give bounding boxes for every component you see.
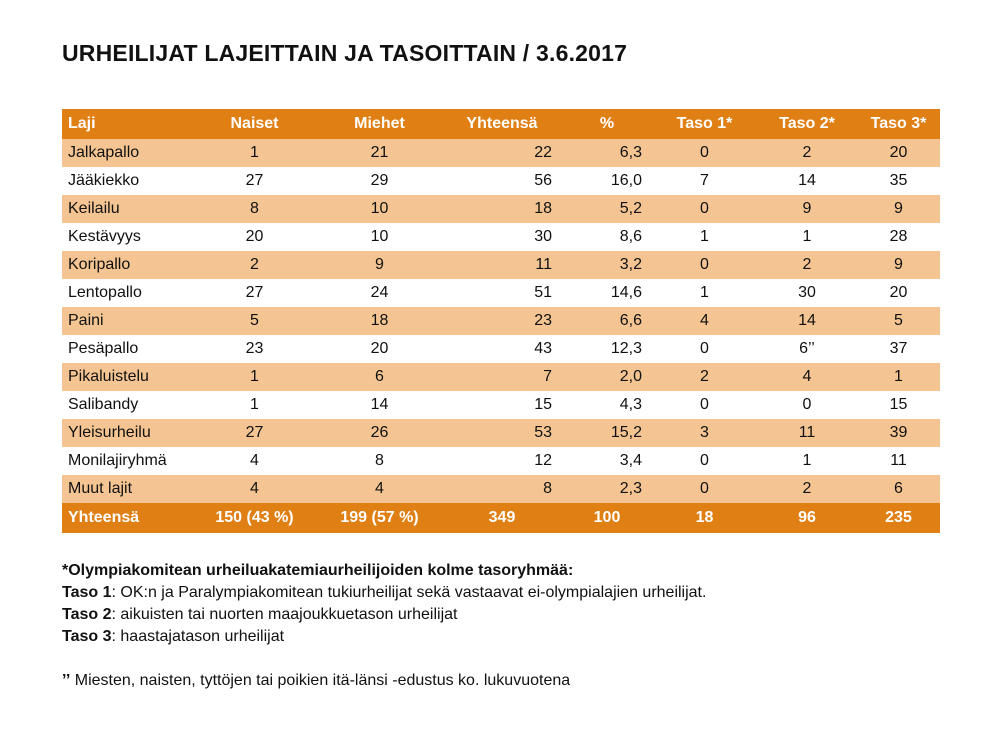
table-cell: 2 (700, 368, 709, 385)
table-row (62, 307, 940, 335)
table-cell: 0 (700, 256, 709, 273)
sport-name-cell: Yleisurheilu (68, 424, 151, 441)
table-cell: 2 (802, 256, 812, 273)
note-level-2 (62, 604, 942, 626)
table-cell: 53 (534, 424, 552, 441)
header-cell: Yhteensä (466, 115, 538, 132)
footnote-mark: ’’ (62, 672, 71, 689)
notes-heading: *Olympiakomitean urheiluakatemiaurheilijoiden kolme tasoryhmää: (62, 562, 574, 579)
table-cell: 14 (798, 312, 816, 329)
header-cell: Taso 3* (870, 115, 927, 132)
note-level-text: : aikuisten tai nuorten maajoukkuetason urheilijat (111, 606, 458, 623)
table-cell: 2 (250, 256, 259, 273)
table-cell: 15 (534, 396, 552, 413)
table-cell: 24 (370, 284, 389, 301)
table-cell: 3 (700, 424, 709, 441)
table-cell: 0 (700, 340, 709, 357)
header-cell: Miehet (354, 115, 405, 132)
total-cell: 349 (488, 509, 516, 526)
table-cell: 51 (534, 284, 552, 301)
table-cell: 7 (543, 368, 552, 385)
total-cell: 18 (695, 509, 714, 526)
table-cell: 0 (802, 396, 812, 413)
table-cell: 12,3 (610, 340, 642, 357)
table-cell: 1 (802, 228, 812, 245)
table-row (62, 335, 940, 363)
table-cell: 16,0 (610, 172, 642, 189)
table-cell: 0 (700, 480, 709, 497)
table-cell: 15,2 (610, 424, 642, 441)
table-cell: 15 (889, 396, 908, 413)
table-cell: 2 (802, 144, 812, 161)
table-row (62, 167, 940, 195)
table-cell: 21 (370, 144, 389, 161)
table-cell: 11 (535, 256, 552, 273)
table-cell: 6 (894, 480, 903, 497)
note-level-3 (62, 626, 942, 648)
table-cell: 27 (245, 172, 264, 189)
table-cell: 18 (534, 200, 552, 217)
table-cell: 37 (889, 340, 908, 357)
table-cell: 20 (245, 228, 264, 245)
table-cell: 27 (245, 424, 264, 441)
table-cell: 20 (889, 284, 908, 301)
table-cell: 6,3 (619, 144, 642, 161)
table-cell: 2,0 (619, 368, 642, 385)
table-cell: 30 (534, 228, 552, 245)
table-cell: 5 (894, 312, 903, 329)
table-cell: 11 (798, 424, 816, 441)
total-cell: 235 (885, 509, 912, 526)
table-cell: 8,6 (619, 228, 642, 245)
sport-name-cell: Jääkiekko (68, 172, 140, 189)
table-cell: 9 (894, 256, 903, 273)
table-cell: 0 (700, 396, 709, 413)
table-row (62, 279, 940, 307)
table-row (62, 223, 940, 251)
total-cell: 150 (43 %) (215, 509, 294, 526)
table-cell: 7 (700, 172, 709, 189)
sport-name-cell: Keilailu (68, 200, 120, 217)
table-cell: 11 (890, 452, 907, 469)
table-cell: 4 (250, 480, 259, 497)
sport-name-cell: Pikaluistelu (68, 368, 149, 385)
table-row (62, 475, 940, 503)
table-cell: 1 (250, 396, 259, 413)
table-row (62, 251, 940, 279)
header-cell: % (599, 115, 615, 132)
table-cell: 4,3 (619, 396, 642, 413)
table-cell: 10 (370, 228, 389, 245)
table-cell: 29 (370, 172, 389, 189)
table-row (62, 419, 940, 447)
table-total-row (62, 503, 940, 533)
table-cell: 0 (700, 452, 709, 469)
table-cell: 14 (798, 172, 816, 189)
sport-name-cell: Muut lajit (68, 480, 133, 497)
note-level-text: : OK:n ja Paralympiakomitean tukiurheilijat sekä vastaavat ei-olympialajien urheilijat. (111, 584, 707, 601)
sport-name-cell: Paini (68, 312, 104, 329)
table-row (62, 195, 940, 223)
table-header-row (62, 109, 940, 139)
page-title: URHEILIJAT LAJEITTAIN JA TASOITTAIN / 3.6.2017 (62, 40, 628, 66)
table-cell: 43 (534, 340, 552, 357)
athletes-table (62, 109, 940, 533)
total-cell: Yhteensä (68, 509, 140, 526)
table-cell: 14 (370, 396, 389, 413)
table-cell: 22 (534, 144, 552, 161)
sport-name-cell: Jalkapallo (68, 144, 140, 161)
table-row (62, 139, 940, 167)
table-cell: 6,6 (619, 312, 642, 329)
table-cell: 23 (534, 312, 552, 329)
table-cell: 56 (534, 172, 552, 189)
table-cell: 1 (250, 368, 259, 385)
note-level-1 (62, 582, 942, 604)
total-cell: 199 (57 %) (340, 509, 419, 526)
table-cell: 1 (700, 228, 709, 245)
sport-name-cell: Koripallo (68, 256, 131, 273)
header-cell: Taso 1* (676, 115, 733, 132)
notes (62, 560, 942, 692)
sport-name-cell: Monilajiryhmä (68, 452, 167, 469)
notes-spacer (62, 648, 942, 670)
table-cell: 10 (370, 200, 389, 217)
table-cell: 2 (802, 480, 812, 497)
table-cell: 1 (802, 452, 812, 469)
header-cell: Naiset (230, 115, 279, 132)
table-row (62, 447, 940, 475)
table-cell: 23 (245, 340, 264, 357)
table-cell: 8 (250, 200, 259, 217)
table-cell: 4 (250, 452, 259, 469)
table-cell: 28 (889, 228, 908, 245)
table-cell: 1 (250, 144, 259, 161)
sport-name-cell: Pesäpallo (68, 340, 139, 357)
header-cell: Laji (68, 115, 96, 132)
table-cell: 8 (375, 452, 384, 469)
table-cell: 5 (250, 312, 259, 329)
table-cell: 5,2 (619, 200, 642, 217)
sport-name-cell: Kestävyys (68, 228, 141, 245)
table-cell: 8 (543, 480, 552, 497)
table-cell: 27 (245, 284, 264, 301)
table-cell: 20 (889, 144, 908, 161)
table-cell: 1 (700, 284, 709, 301)
note-level-label: Taso 3 (62, 628, 112, 645)
footnote (62, 670, 942, 692)
footnote-text: Miesten, naisten, tyttöjen tai poikien itä-länsi -edustus ko. lukuvuotena (70, 672, 571, 689)
table-cell: 9 (375, 256, 384, 273)
table-cell: 4 (700, 312, 709, 329)
note-level-label: Taso 2 (62, 606, 112, 623)
note-level-label: Taso 1 (62, 584, 112, 601)
table-cell: 26 (370, 424, 389, 441)
table-cell: 18 (370, 312, 389, 329)
total-cell: 100 (593, 509, 621, 526)
table-row (62, 363, 940, 391)
header-cell: Taso 2* (779, 115, 835, 132)
sport-name-cell: Lentopallo (68, 284, 142, 301)
table-cell: 6 (375, 368, 384, 385)
note-level-text: : haastajatason urheilijat (111, 628, 285, 645)
table-row (62, 391, 940, 419)
table-cell: 6’’ (799, 340, 815, 357)
table-cell: 12 (534, 452, 552, 469)
table-cell: 4 (375, 480, 384, 497)
table-cell: 0 (700, 144, 709, 161)
table-cell: 39 (889, 424, 908, 441)
table-cell: 9 (894, 200, 903, 217)
table-cell: 30 (798, 284, 816, 301)
table-cell: 9 (802, 200, 812, 217)
table-cell: 2,3 (619, 480, 642, 497)
table-cell: 3,4 (619, 452, 642, 469)
sport-name-cell: Salibandy (68, 396, 139, 413)
table-cell: 14,6 (610, 284, 642, 301)
table-cell: 4 (802, 368, 812, 385)
table-cell: 3,2 (619, 256, 642, 273)
table-cell: 35 (889, 172, 908, 189)
table-cell: 1 (894, 368, 903, 385)
table-cell: 0 (700, 200, 709, 217)
table-cell: 20 (370, 340, 389, 357)
total-cell: 96 (798, 509, 816, 526)
